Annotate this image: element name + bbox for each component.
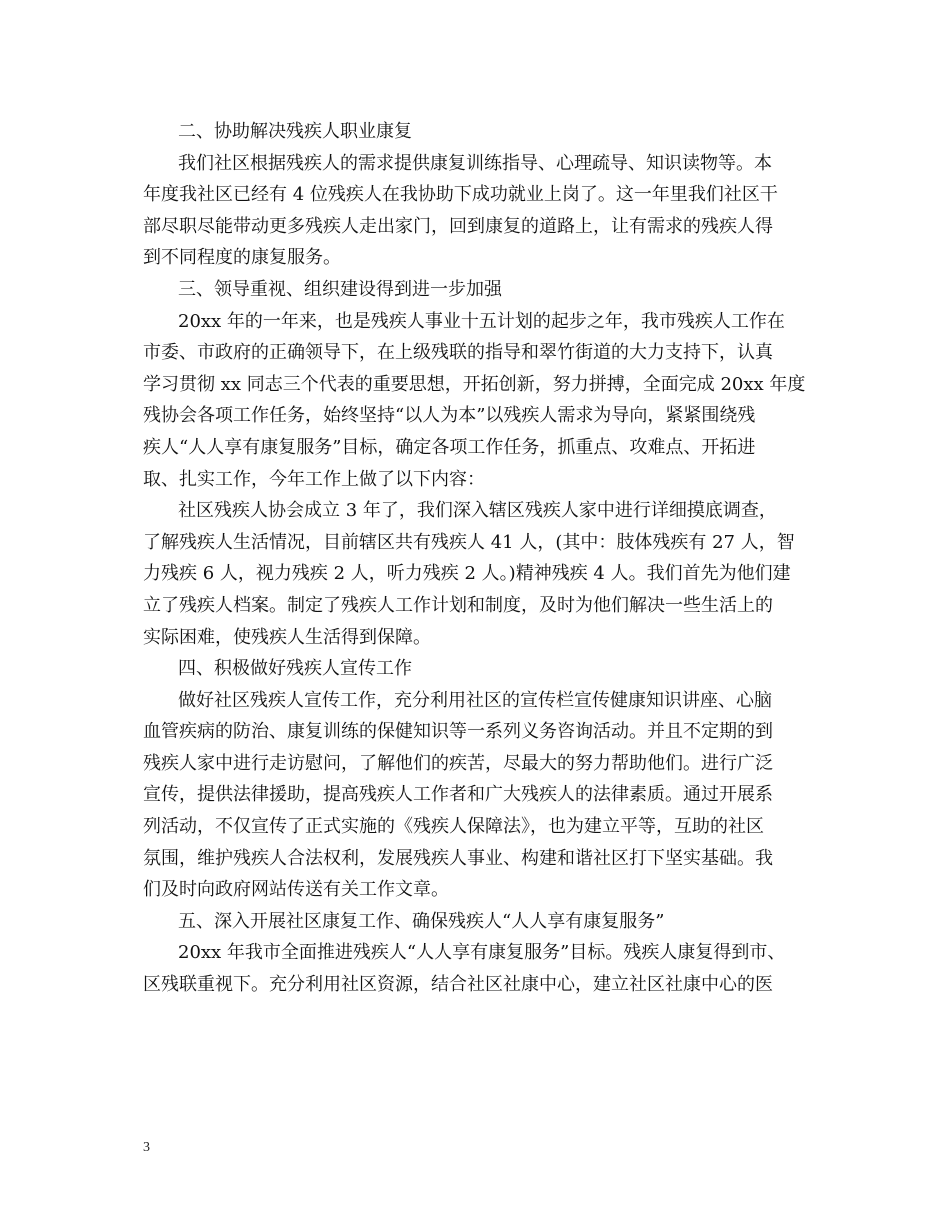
paragraph-line: 列活动，不仅宣传了正式实施的《残疾人保障法》，也为建立平等，互助的社区 [143,816,764,838]
paragraph-line: 年度我社区已经有 4 位残疾人在我协助下成功就业上岗了。这一年里我们社区干 [143,184,778,206]
document-body [143,116,811,1001]
paragraph-line: 残协会各项工作任务，始终坚持“以人为本”以残疾人需求为导向，紧紧围绕残 [143,405,756,427]
paragraph-line: 血管疾病的防治、康复训练的保健知识等一系列义务咨询活动。并且不定期的到 [143,721,773,743]
paragraph-line: 社区残疾人协会成立 3 年了，我们深入辖区残疾人家中进行详细摸底调查， [178,500,777,522]
paragraph-line: 了解残疾人生活情况，目前辖区共有残疾人 41 人，(其中：肢体残疾有 27 人，智 [143,531,795,553]
paragraph-line: 残疾人家中进行走访慰问，了解他们的疾苦，尽最大的努力帮助他们。进行广泛 [143,752,773,774]
paragraph-line: 们及时向政府网站传送有关工作文章。 [143,879,449,901]
paragraph-line: 区残联重视下。充分利用社区资源，结合社区社康中心，建立社区社康中心的医 [143,974,773,996]
paragraph-line: 力残疾 6 人，视力残疾 2 人，听力残疾 2 人。)精神残疾 4 人。我们首先为他们建 [143,563,791,585]
paragraph-line: 市委、市政府的正确领导下，在上级残联的指导和翠竹街道的大力支持下，认真 [143,342,773,364]
paragraph-line: 部尽职尽能带动更多残疾人走出家门，回到康复的道路上，让有需求的残疾人得 [143,215,773,237]
paragraph-line: 做好社区残疾人宣传工作，充分利用社区的宣传栏宣传健康知识讲座、心脑 [178,689,772,711]
paragraph-line: 氛围，维护残疾人合法权利，发展残疾人事业、构建和谐社区打下坚实基础。我 [143,847,773,869]
paragraph-line: 取、扎实工作，今年工作上做了以下内容： [143,468,485,490]
paragraph-line: 到不同程度的康复服务。 [143,247,341,269]
section-heading-5: 五、深入开展社区康复工作、确保残疾人“人人享有康复服务” [178,910,665,932]
page-number: 3 [143,1140,150,1155]
section-heading-2: 二、协助解决残疾人职业康复 [178,121,412,142]
paragraph-line: 立了残疾人档案。制定了残疾人工作计划和制度，及时为他们解决一些生活上的 [143,594,773,616]
paragraph-line: 宣传，提供法律援助，提高残疾人工作者和广大残疾人的法律素质。通过开展系 [143,784,773,806]
paragraph-line: 实际困难，使残疾人生活得到保障。 [143,626,431,648]
paragraph-line: 我们社区根据残疾人的需求提供康复训练指导、心理疏导、知识读物等。本 [178,152,772,174]
paragraph-line: 20xx 年我市全面推进残疾人“人人享有康复服务”目标。残疾人康复得到市、 [178,942,786,964]
section-heading-4: 四、积极做好残疾人宣传工作 [178,658,412,680]
section-heading-3: 三、领导重视、组织建设得到进一步加强 [178,278,502,300]
paragraph-line: 疾人“人人享有康复服务”目标，确定各项工作任务，抓重点、攻难点、开拓进 [143,436,756,458]
paragraph-line: 20xx 年的一年来，也是残疾人事业十五计划的起步之年，我市残疾人工作在 [178,310,785,332]
paragraph-line: 学习贯彻 xx 同志三个代表的重要思想，开拓创新，努力拼搏，全面完成 20xx 年度 [143,373,806,395]
